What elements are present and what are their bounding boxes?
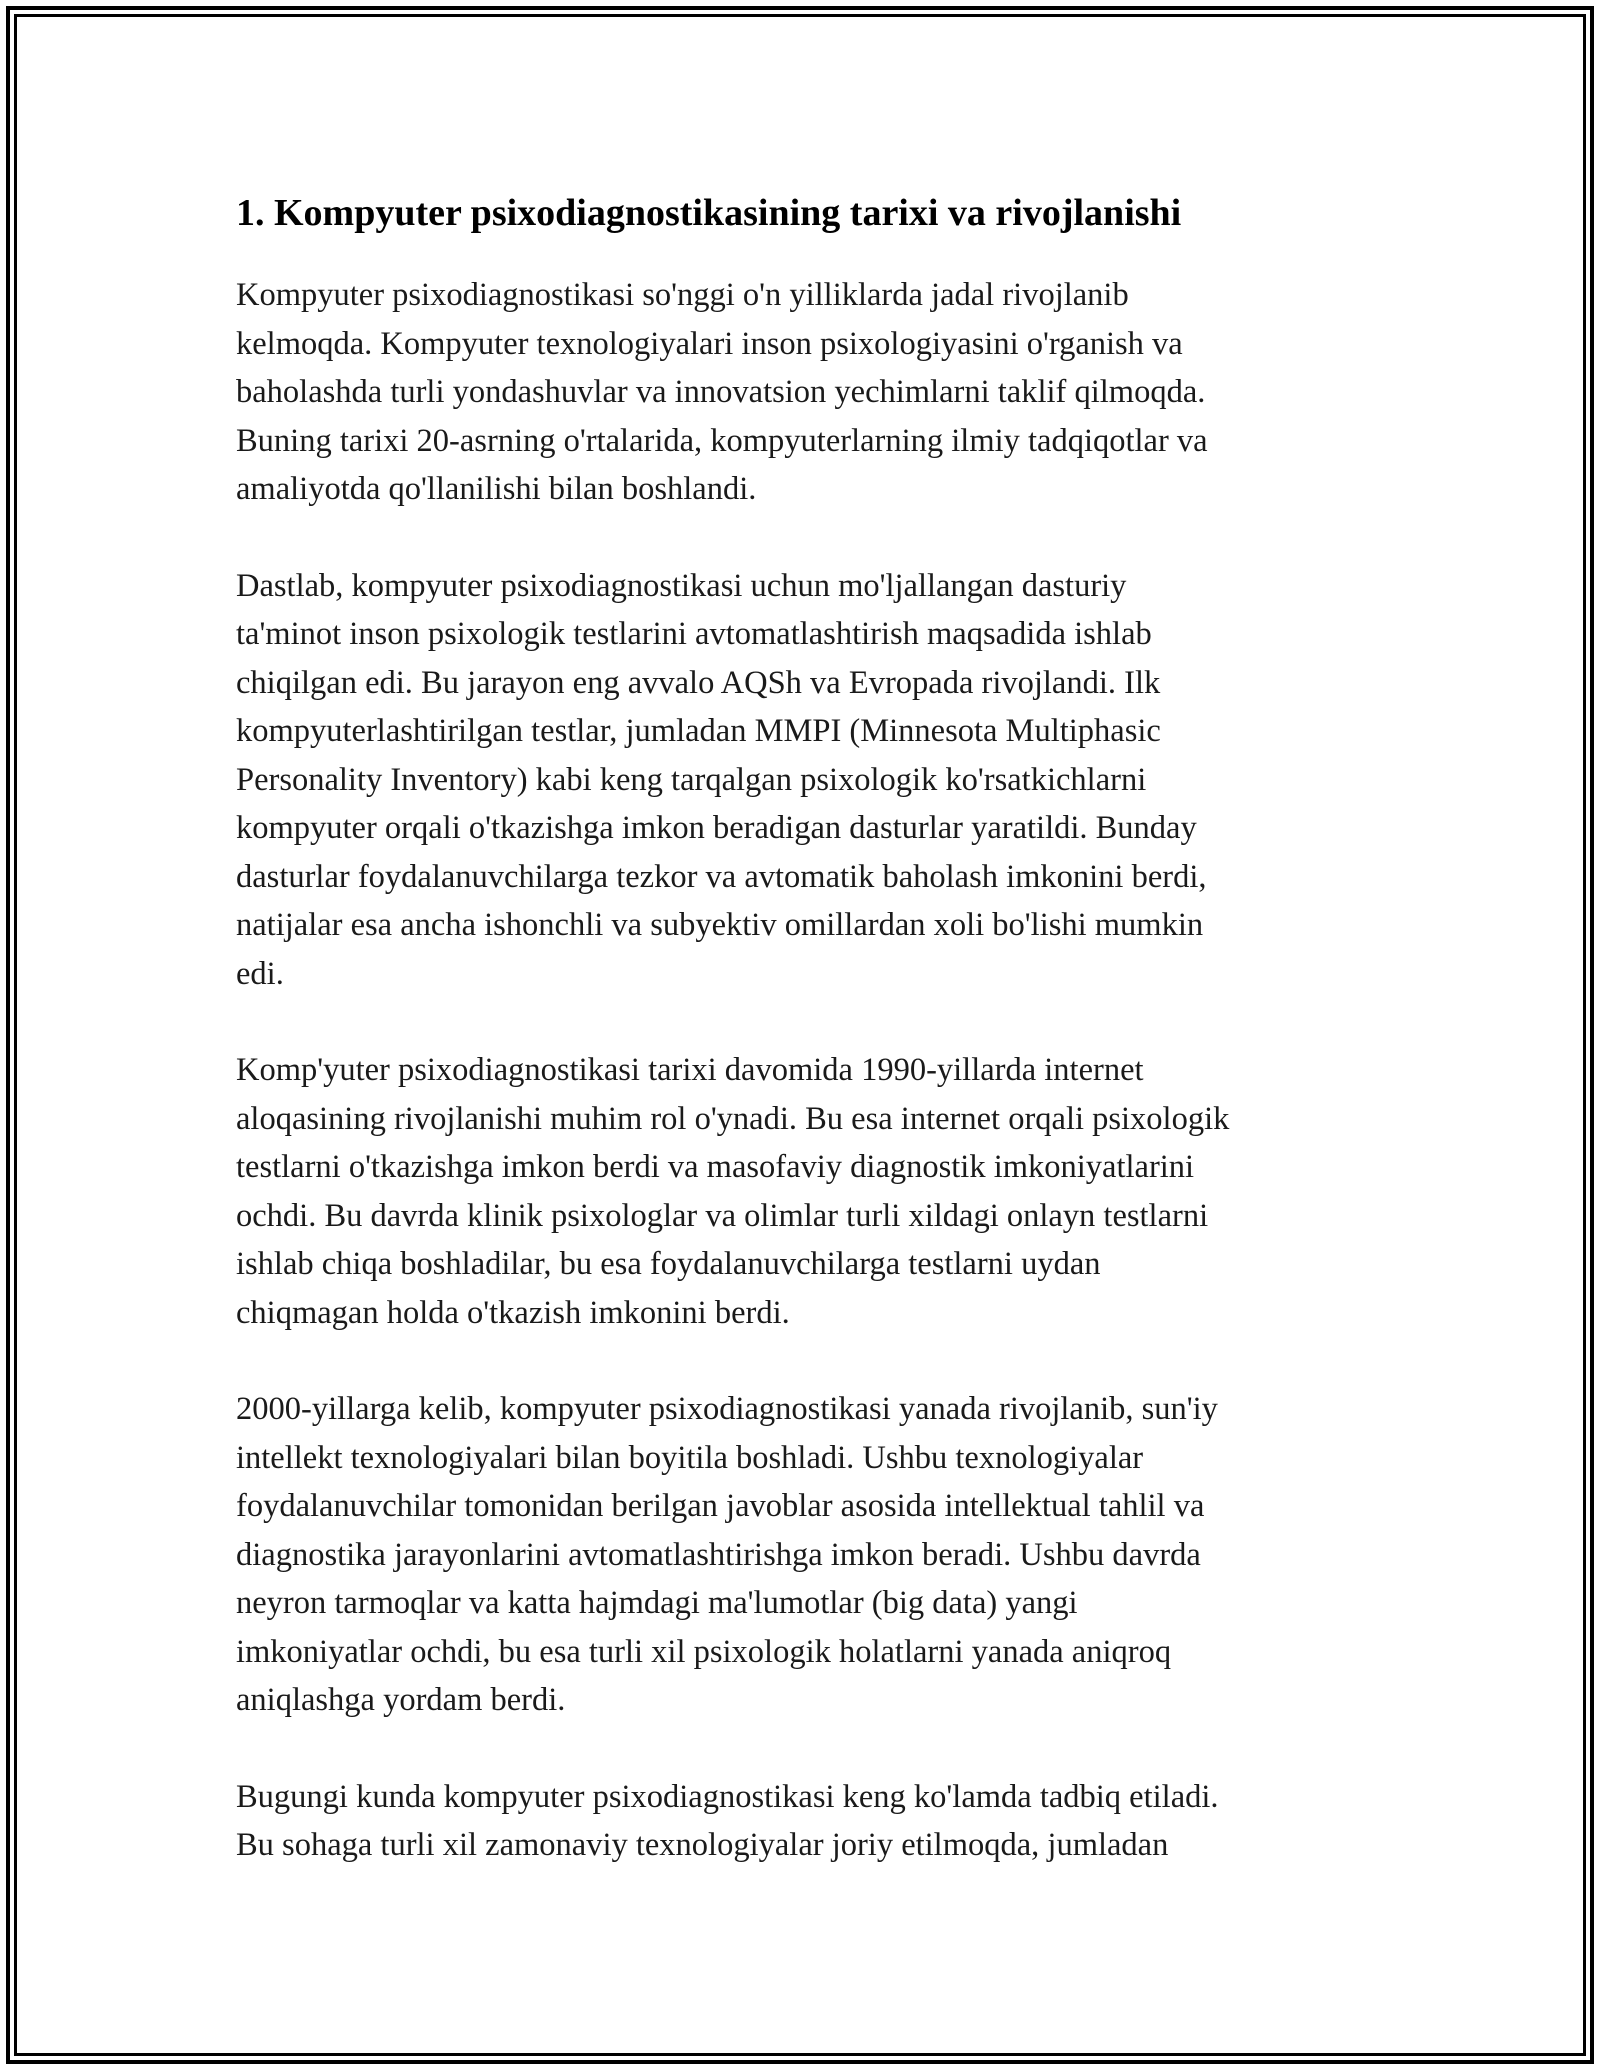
section-heading: 1. Kompyuter psixodiagnostikasining tarixi va rivojlanishi [236,192,1182,234]
paragraph-internet-era: Komp'yuter psixodiagnostikasi tarixi davomida 1990-yillarda internet aloqasining rivojlanishi muhim rol o'ynadi. Bu esa internet orqali psixologik testlarni o'tkazishga imkon berdi va masofaviy diagnostik imkoniyatlarini ochdi. Bu davrda klinik psixologlar va olimlar turli xildagi onlayn testlarni ishlab chiqa boshladilar, bu esa foydalanuvchilarga testlarni uydan chiqmagan holda o'tkazish imkonini berdi. [236,1052,1230,1331]
paragraph-present-day: Bugungi kunda kompyuter psixodiagnostikasi keng ko'lamda tadbiq etiladi. Bu sohaga turli xil zamonaviy texnologiyalar joriy etilmoqda, jumladan [236,1778,1219,1863]
paragraph-history-intro: Kompyuter psixodiagnostikasi so'nggi o'n yilliklarda jadal rivojlanib kelmoqda. Kompyuter texnologiyalari inson psixologiyasini o'rganish va baholashda turli yondashuvlar va innovatsion yechimlarni taklif qilmoqda. Buning tarixi 20-asrning o'rtalarida, kompyuterlarning ilmiy tadqiqotlar va amaliyotda qo'llanilishi bilan boshlandi. [236,277,1208,507]
document-body [236,188,1376,1918]
paragraph-ai-era: 2000-yillarga kelib, kompyuter psixodiagnostikasi yanada rivojlanib, sun'iy intellekt texnologiyalari bilan boyitila boshladi. Ushbu texnologiyalar foydalanuvchilar tomonidan berilgan javoblar asosida intellektual tahlil va diagnostika jarayonlarini avtomatlashtirishga imkon beradi. Ushbu davrda neyron tarmoqlar va katta hajmdagi ma'lumotlar (big data) yangi imkoniyatlar ochdi, bu esa turli xil psixologik holatlarni yanada aniqroq aniqlashga yordam berdi. [236,1391,1218,1718]
paragraph-early-software: Dastlab, kompyuter psixodiagnostikasi uchun mo'ljallangan dasturiy ta'minot inson psixologik testlarini avtomatlashtirish maqsadida ishlab chiqilgan edi. Bu jarayon eng avvalo AQSh va Evropada rivojlandi. Ilk kompyuterlashtirilgan testlar, jumladan MMPI (Minnesota Multiphasic Personality Inventory) kabi keng tarqalgan psixologik ko'rsatkichlarni kompyuter orqali o'tkazishga imkon beradigan dasturlar yaratildi. Bunday dasturlar foydalanuvchilarga tezkor va avtomatik baholash imkonini berdi, natijalar esa ancha ishonchli va subyektiv omillardan xoli bo'lishi mumkin edi. [236,567,1207,992]
